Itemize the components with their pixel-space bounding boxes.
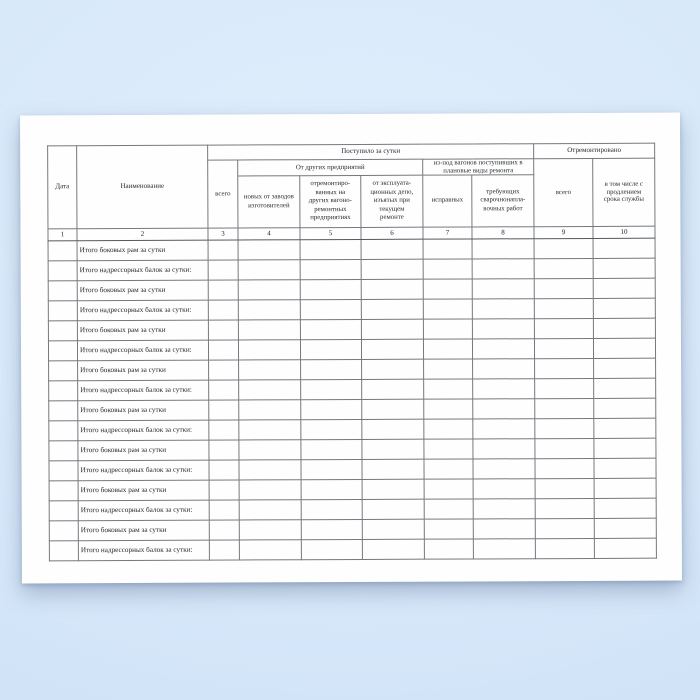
value-cell [424, 399, 473, 419]
table-row [49, 458, 656, 481]
value-cell [594, 398, 656, 418]
value-cell [472, 259, 534, 279]
name-cell: Итого боковых рам за сутки [77, 240, 208, 261]
value-cell [473, 479, 535, 499]
value-cell [239, 440, 301, 460]
column-number: 8 [472, 227, 534, 239]
header-group-received: Поступило за сутки [208, 144, 534, 160]
value-cell [209, 400, 239, 420]
header-needing-welding: требующих сварочнонапла- вочных работ [472, 175, 534, 227]
header-extended-service: в том числе с продлением срока службы [593, 158, 655, 226]
value-cell [238, 340, 300, 360]
value-cell [594, 358, 656, 378]
table-row [48, 238, 655, 261]
value-cell [361, 239, 423, 259]
value-cell [534, 258, 593, 278]
value-cell [300, 259, 361, 279]
date-cell [49, 381, 78, 401]
value-cell [239, 380, 301, 400]
value-cell [424, 479, 473, 499]
value-cell [301, 499, 362, 519]
header-group-from-under-wagons: из-под вагонов поступивших в плановые виды ремонта [423, 159, 534, 175]
column-number: 9 [534, 226, 593, 238]
value-cell [362, 439, 424, 459]
date-cell [48, 341, 77, 361]
value-cell [594, 518, 656, 538]
value-cell [473, 379, 535, 399]
date-cell [49, 521, 78, 541]
value-cell [424, 459, 473, 479]
value-cell [424, 359, 473, 379]
value-cell [424, 519, 473, 539]
value-cell [593, 278, 655, 298]
value-cell [209, 540, 239, 560]
name-cell: Итого боковых рам за сутки [78, 480, 209, 501]
value-cell [239, 520, 301, 540]
value-cell [209, 460, 239, 480]
value-cell [239, 420, 301, 440]
value-cell [424, 419, 473, 439]
value-cell [209, 440, 239, 460]
value-cell [301, 519, 362, 539]
value-cell [534, 318, 593, 338]
value-cell [472, 319, 534, 339]
date-cell [49, 541, 78, 561]
value-cell [362, 519, 424, 539]
value-cell [593, 318, 655, 338]
header-date: Дата [48, 146, 77, 229]
value-cell [473, 399, 535, 419]
header-from-depots: от эксплуата- ционных депо, изъятых при текущем ремонте [361, 175, 423, 227]
table-row [48, 338, 655, 361]
value-cell [239, 400, 301, 420]
value-cell [594, 418, 656, 438]
value-cell [473, 519, 535, 539]
value-cell [535, 438, 594, 458]
value-cell [208, 280, 238, 300]
value-cell [361, 259, 423, 279]
value-cell [300, 299, 361, 319]
value-cell [300, 279, 361, 299]
table-row [49, 358, 656, 381]
value-cell [593, 338, 655, 358]
name-cell: Итого надрессорных балок за сутки: [78, 420, 209, 441]
column-number: 5 [300, 227, 361, 239]
value-cell [362, 459, 424, 479]
value-cell [534, 278, 593, 298]
value-cell [361, 279, 423, 299]
table-row [48, 258, 655, 281]
date-cell [49, 361, 78, 381]
header-total-received: всего [208, 160, 238, 228]
value-cell [239, 360, 301, 380]
value-cell [239, 460, 301, 480]
value-cell [423, 259, 472, 279]
value-cell [535, 398, 594, 418]
table-row [49, 438, 656, 461]
value-cell [594, 458, 656, 478]
value-cell [534, 298, 593, 318]
value-cell [423, 299, 472, 319]
value-cell [535, 458, 594, 478]
document-page [20, 113, 682, 584]
header-group-other-enterprises: От других предприятий [238, 159, 423, 176]
table-body [48, 238, 656, 561]
value-cell [300, 239, 361, 259]
value-cell [534, 338, 593, 358]
header-group-repaired: Отремонтировано [534, 143, 655, 159]
value-cell [362, 359, 424, 379]
value-cell [362, 379, 424, 399]
value-cell [594, 538, 656, 558]
value-cell [424, 379, 473, 399]
value-cell [535, 378, 594, 398]
value-cell [361, 339, 423, 359]
name-cell: Итого надрессорных балок за сутки: [78, 380, 209, 401]
value-cell [423, 239, 472, 259]
value-cell [208, 240, 238, 260]
value-cell [472, 279, 534, 299]
value-cell [300, 319, 361, 339]
value-cell [594, 378, 656, 398]
table-row [49, 398, 656, 421]
table-header [48, 143, 655, 241]
value-cell [301, 459, 362, 479]
value-cell [535, 418, 594, 438]
table-row [49, 418, 656, 441]
value-cell [535, 358, 594, 378]
value-cell [473, 419, 535, 439]
value-cell [473, 439, 535, 459]
date-cell [48, 261, 77, 281]
name-cell: Итого надрессорных балок за сутки: [77, 340, 208, 361]
name-cell: Итого надрессорных балок за сутки: [77, 260, 208, 281]
value-cell [472, 299, 534, 319]
value-cell [472, 339, 534, 359]
column-number: 7 [423, 227, 472, 239]
column-number: 3 [208, 228, 238, 240]
value-cell [593, 258, 655, 278]
header-name: Наименование [77, 145, 208, 229]
date-cell [48, 321, 77, 341]
date-cell [49, 501, 78, 521]
date-cell [48, 281, 77, 301]
value-cell [594, 438, 656, 458]
value-cell [473, 539, 535, 559]
value-cell [238, 240, 300, 260]
value-cell [239, 480, 301, 500]
date-cell [49, 401, 78, 421]
value-cell [301, 399, 362, 419]
value-cell [301, 419, 362, 439]
value-cell [424, 539, 473, 559]
name-cell: Итого надрессорных балок за сутки: [78, 460, 209, 481]
value-cell [209, 360, 239, 380]
date-cell [49, 421, 78, 441]
value-cell [534, 238, 593, 258]
header-new-from-plants: новых от заводов изготовителей [238, 176, 300, 228]
value-cell [301, 379, 362, 399]
name-cell: Итого надрессорных балок за сутки: [78, 540, 209, 561]
ledger-table [47, 143, 657, 562]
table-row [48, 298, 655, 321]
name-cell: Итого боковых рам за сутки [78, 520, 209, 541]
value-cell [238, 260, 300, 280]
value-cell [238, 280, 300, 300]
value-cell [209, 520, 239, 540]
column-number: 2 [77, 228, 208, 241]
value-cell [535, 538, 594, 558]
value-cell [300, 339, 361, 359]
column-number: 6 [361, 227, 423, 239]
value-cell [423, 279, 472, 299]
value-cell [593, 238, 655, 258]
value-cell [535, 518, 594, 538]
name-cell: Итого боковых рам за сутки [78, 440, 209, 461]
value-cell [423, 339, 472, 359]
header-total-repaired: всего [534, 158, 593, 226]
value-cell [361, 319, 423, 339]
table-row [49, 378, 656, 401]
name-cell: Итого боковых рам за сутки [78, 360, 209, 381]
value-cell [362, 419, 424, 439]
value-cell [209, 480, 239, 500]
value-cell [209, 380, 239, 400]
value-cell [361, 299, 423, 319]
value-cell [473, 459, 535, 479]
value-cell [535, 498, 594, 518]
value-cell [594, 478, 656, 498]
value-cell [301, 359, 362, 379]
value-cell [362, 399, 424, 419]
name-cell: Итого надрессорных балок за сутки: [78, 500, 209, 521]
value-cell [594, 498, 656, 518]
column-number: 1 [48, 229, 77, 241]
value-cell [362, 499, 424, 519]
value-cell [208, 260, 238, 280]
value-cell [424, 499, 473, 519]
date-cell [49, 441, 78, 461]
table-row [49, 518, 656, 541]
value-cell [473, 499, 535, 519]
value-cell [238, 300, 300, 320]
value-cell [208, 300, 238, 320]
date-cell [48, 301, 77, 321]
value-cell [535, 478, 594, 498]
name-cell: Итого боковых рам за сутки [77, 320, 208, 341]
value-cell [362, 479, 424, 499]
table-row [48, 278, 655, 301]
value-cell [209, 420, 239, 440]
header-repaired-other-plants: отремонтиро- ванных на других вагоно- ремонтных предприятиях [300, 175, 361, 227]
value-cell [472, 239, 534, 259]
value-cell [423, 319, 472, 339]
value-cell [362, 539, 424, 559]
value-cell [209, 500, 239, 520]
value-cell [239, 540, 301, 560]
value-cell [208, 340, 238, 360]
column-number: 10 [593, 226, 655, 238]
date-cell [48, 241, 77, 261]
name-cell: Итого надрессорных балок за сутки: [77, 300, 208, 321]
value-cell [301, 479, 362, 499]
name-cell: Итого боковых рам за сутки [77, 280, 208, 301]
column-number: 4 [238, 228, 300, 240]
header-serviceable: исправных [423, 175, 472, 227]
table-row [49, 498, 656, 521]
value-cell [301, 439, 362, 459]
value-cell [301, 539, 362, 559]
value-cell [238, 320, 300, 340]
value-cell [424, 439, 473, 459]
value-cell [473, 359, 535, 379]
table-row [49, 478, 656, 501]
name-cell: Итого боковых рам за сутки [78, 400, 209, 421]
table-row [49, 538, 656, 561]
table-row [48, 318, 655, 341]
date-cell [49, 461, 78, 481]
value-cell [239, 500, 301, 520]
value-cell [593, 298, 655, 318]
date-cell [49, 481, 78, 501]
value-cell [208, 320, 238, 340]
